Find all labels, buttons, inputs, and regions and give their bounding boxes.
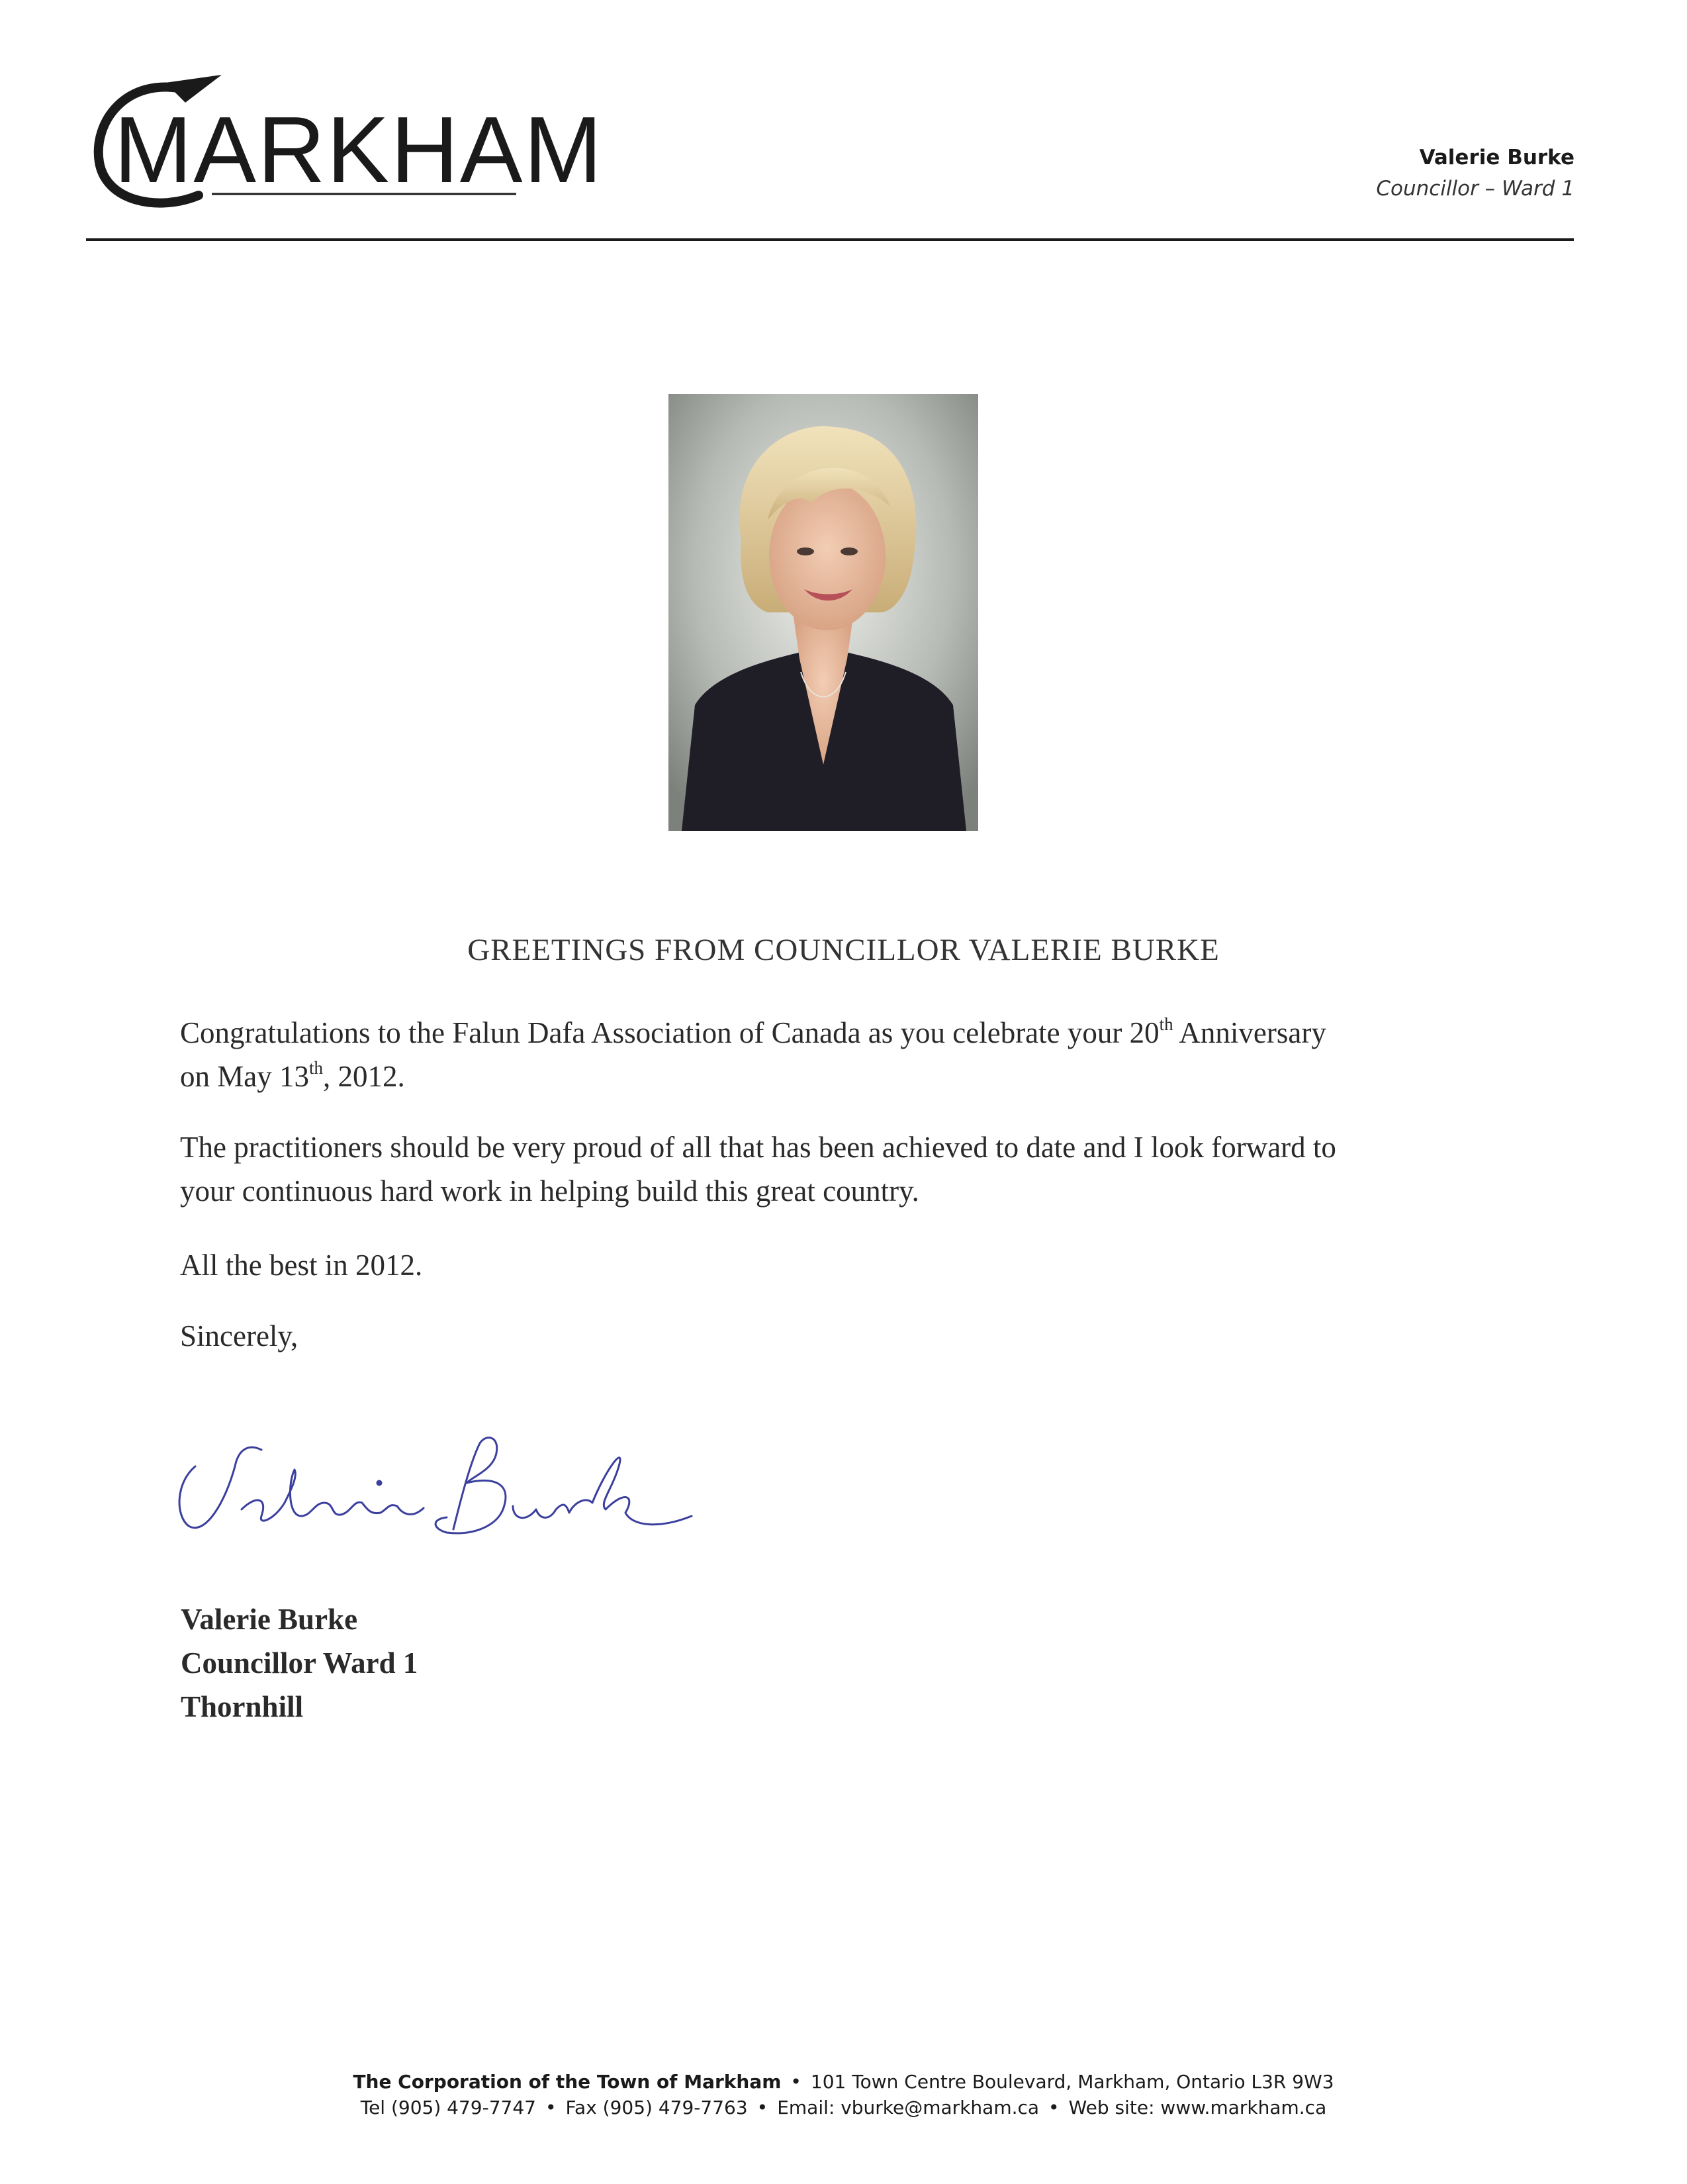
para1-text-a: Congratulations to the Falun Dafa Association of Canada as you celebrate your 20 (180, 1016, 1160, 1049)
practitioners-line-2: your continuous hard work in helping build this great country. (180, 1174, 919, 1208)
footer-separator: • (545, 2097, 557, 2118)
signature-stroke-v (179, 1447, 261, 1528)
practitioners-line-1: The practitioners should be very proud of all that has been achieved to date and I look forward to (180, 1131, 1336, 1164)
portrait-face (769, 482, 886, 630)
handwritten-signature (169, 1403, 711, 1556)
portrait-eye-right (841, 547, 858, 555)
signer-title: Councillor Ward 1 (181, 1646, 418, 1680)
header-divider (86, 238, 1574, 241)
closing-salutation: Sincerely, (180, 1319, 298, 1353)
footer-website[interactable]: Web site: www.markham.ca (1068, 2097, 1327, 2118)
footer-line-contact (0, 2097, 1687, 2118)
signature-dot (377, 1481, 381, 1485)
para1-text-c: on May 13 (180, 1060, 309, 1093)
best-wishes-paragraph: All the best in 2012. (180, 1249, 423, 1282)
signature-graphic (169, 1403, 711, 1556)
congratulations-line-2 (180, 1055, 1326, 1098)
signer-name: Valerie Burke (181, 1603, 358, 1636)
signature-stroke-b (435, 1438, 506, 1533)
header-councillor-title: Councillor – Ward 1 (1376, 177, 1574, 201)
para1-superscript-a: th (1159, 1014, 1173, 1034)
footer-line-organization (0, 2071, 1687, 2093)
footer-address: 101 Town Centre Boulevard, Markham, Ontario L3R 9W3 (810, 2071, 1334, 2093)
signature-stroke-alerie (242, 1470, 424, 1521)
markham-logo (86, 63, 604, 215)
footer-email[interactable]: Email: vburke@markham.ca (777, 2097, 1040, 2118)
footer-separator: • (756, 2097, 768, 2118)
portrait-image (668, 394, 978, 831)
portrait-eye-left (797, 547, 814, 555)
footer-separator: • (1048, 2097, 1060, 2118)
markham-logo-graphic (86, 63, 604, 215)
congratulations-paragraph (180, 1011, 1326, 1098)
footer-telephone: Tel (905) 479-7747 (360, 2097, 536, 2118)
para1-text-d: , 2012. (323, 1060, 405, 1093)
congratulations-line-1 (180, 1011, 1326, 1055)
logo-wordmark: MARKHAM (114, 97, 604, 203)
signer-area: Thornhill (181, 1690, 304, 1723)
greeting-heading: GREETINGS FROM COUNCILLOR VALERIE BURKE (467, 933, 1220, 967)
councillor-portrait (668, 394, 978, 831)
signature-stroke-urke (513, 1458, 692, 1525)
para1-superscript-b: th (309, 1058, 324, 1078)
footer-fax: Fax (905) 479-7763 (565, 2097, 748, 2118)
header-councillor-name: Valerie Burke (1419, 146, 1574, 169)
practitioners-paragraph (180, 1125, 1336, 1213)
footer-separator: • (790, 2071, 801, 2093)
para1-text-b: Anniversary (1173, 1016, 1326, 1049)
footer-org-name: The Corporation of the Town of Markham (353, 2071, 782, 2093)
